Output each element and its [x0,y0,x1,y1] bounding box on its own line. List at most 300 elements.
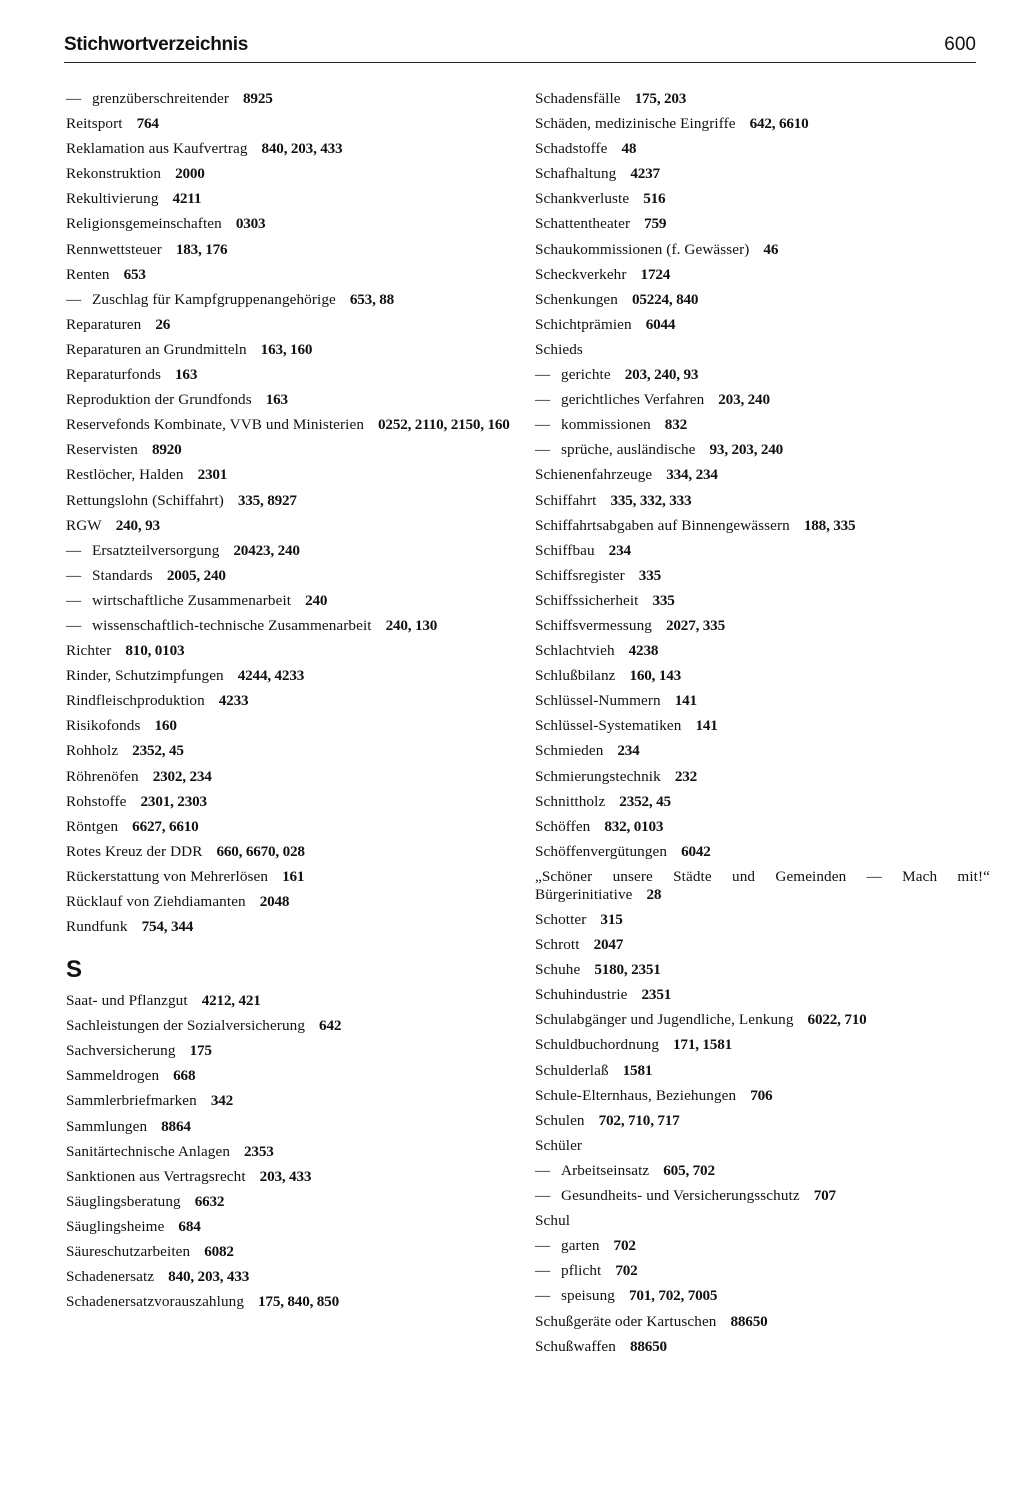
index-entry [535,1036,990,1054]
index-references: 4244, 4233 [237,667,305,685]
index-entries-s [66,992,521,1311]
index-term: Schiffahrt [535,491,597,509]
index-term: Schnittholz [535,792,606,810]
index-references: 0303 [235,215,266,233]
index-references: 642 [319,1017,342,1035]
index-term: Sachleistungen der Sozialversicherung [66,1017,306,1035]
index-entry [66,667,521,685]
index-references: 20423, 240 [233,541,300,559]
index-term: Reklamation aus Kaufvertrag [66,140,248,158]
index-references: 702, 710, 717 [598,1111,680,1129]
index-entry [66,1092,521,1110]
index-entry [535,316,990,334]
header-rule [64,62,976,63]
index-entry [66,793,521,811]
index-term: Schadenersatzvorauszahlung [66,1293,245,1311]
index-references: 335 [638,566,661,584]
index-references: 642, 6610 [749,115,809,133]
index-entry [535,140,990,158]
subentry-dash: — [535,1187,551,1205]
index-entry [66,366,521,384]
index-references: 832 [664,416,687,434]
index-subentry [66,90,521,108]
index-subentry [535,1162,990,1180]
index-references: 8925 [243,90,273,107]
index-term: Schienenfahrzeuge [535,466,653,484]
index-entry [66,818,521,836]
index-entry [66,492,521,510]
index-term: Säureschutzarbeiten [66,1243,191,1261]
index-references: 6627, 6610 [132,817,199,835]
index-term: grenzüberschreitender [92,90,230,107]
index-subentry [535,1237,990,1255]
index-references: 232 [674,767,697,785]
index-entry [66,1168,521,1186]
index-entry [535,818,990,836]
index-term: Schlüssel-Nummern [535,692,661,710]
index-term: Sammeldrogen [66,1067,160,1085]
index-references: 764 [136,115,159,133]
index-references: 234 [617,742,640,760]
index-references: 240, 93 [115,516,160,534]
index-references: 2048 [259,893,290,910]
index-references: 183, 176 [175,240,228,258]
index-term: Religionsgemeinschaften [66,215,222,233]
index-term: speisung [561,1287,615,1305]
subentry-dash: — [66,616,82,634]
index-references: 48 [621,140,637,158]
index-term: Schöffenvergütungen [535,842,668,860]
index-entry [535,868,990,904]
index-references: 702 [613,1237,636,1255]
page-title: Stichwortverzeichnis [64,34,249,55]
index-entry [535,1087,990,1105]
index-entry [535,291,990,309]
index-entry [535,1338,990,1356]
subentry-dash: — [535,441,551,459]
index-term: Rohholz [66,742,119,760]
index-entry [535,567,990,585]
index-entry [66,165,521,183]
index-term: Säuglingsheime [66,1217,165,1235]
subentry-dash: — [66,591,82,609]
index-references: 240, 130 [385,616,438,634]
index-term: Schotter [535,911,587,928]
index-references: 175 [189,1042,212,1060]
index-entry [66,768,521,786]
subentry-dash: — [66,290,82,308]
index-references: 754, 344 [141,918,194,936]
index-references: 653, 88 [349,290,395,308]
index-references: 653 [123,265,146,283]
index-references: 6042 [681,842,711,860]
index-term: Schaukommissionen (f. Gewässer) [535,240,750,258]
index-term: Rennwettsteuer [66,240,162,258]
index-term: Rekultivierung [66,190,159,208]
index-references: 6082 [204,1243,234,1261]
index-references: 4211 [172,190,202,208]
index-term: Schlüssel-Systematiken [535,717,682,735]
index-term: Sammlerbriefmarken [66,1092,197,1110]
index-references: 2353 [244,1142,274,1160]
index-term: Schlußbilanz [535,667,616,685]
index-term: Rettungslohn (Schiffahrt) [66,491,224,509]
index-term: Sanktionen aus Vertragsrecht [66,1167,246,1185]
index-references: 234 [608,541,631,559]
subentry-dash: — [66,566,82,584]
index-references: 2027, 335 [666,616,725,634]
index-entry [535,592,990,610]
index-term: Reitsport [66,115,123,133]
index-term: Schattentheater [535,215,631,233]
index-entry [535,843,990,861]
index-entry [66,517,521,535]
index-references: 203, 433 [259,1167,312,1185]
index-references: 46 [763,240,779,258]
subentry-dash: — [535,391,551,409]
index-term: gerichte [561,366,611,384]
subentry-dash: — [535,1161,551,1179]
index-term: Reparaturen an Grundmitteln [66,340,247,358]
index-entry [535,115,990,133]
index-references: 342 [210,1092,234,1110]
index-term: Schiffssicherheit [535,591,639,609]
index-references: 93, 203, 240 [709,441,784,459]
index-entry [535,266,990,284]
index-term: Rotes Kreuz der DDR [66,842,203,860]
index-entry [535,1062,990,1080]
index-references: 4237 [630,165,660,183]
index-references: 2302, 234 [152,767,212,785]
index-entry [66,893,521,911]
index-term: Säuglingsberatung [66,1192,181,1210]
index-references: 759 [644,215,667,233]
index-subentry [535,441,990,459]
index-entry [535,617,990,635]
index-entry [535,241,990,259]
index-entry [66,692,521,710]
index-entry [66,190,521,208]
index-references: 2352, 45 [619,792,671,810]
index-references: 161 [282,867,305,885]
index-term: Schäden, medizinische Eingriffe [535,115,736,133]
index-references: 334, 234 [666,466,718,484]
index-term: Schüler [535,1136,583,1154]
index-term: Sanitärtechnische Anlagen [66,1142,231,1160]
subentry-dash: — [535,1262,551,1280]
index-column-left [66,90,521,1318]
index-entry [66,1218,521,1236]
index-term: Schulen [535,1111,585,1129]
index-references: 660, 6670, 028 [216,842,305,860]
index-references: 175, 840, 850 [258,1293,339,1311]
index-references: 6044 [645,315,676,333]
index-term: Restlöcher, Halden [66,466,184,484]
index-entry [66,1293,521,1311]
index-subentry [66,291,521,309]
index-references: 840, 203, 433 [261,140,343,158]
index-subentry [535,366,990,384]
index-entry [66,266,521,284]
index-term: Saat- und Pflanzgut [66,992,188,1010]
index-references: 163, 160 [260,340,313,358]
index-term: Rückerstattung von Mehrerlösen [66,867,269,885]
index-term: Reservefonds Kombinate, VVB und Ministerien [66,416,365,434]
index-references: 702 [615,1262,638,1280]
index-entry [66,1118,521,1136]
index-references: 0252, 2110, 2150, 160 [378,416,510,434]
index-term: gerichtliches Verfahren [561,391,705,409]
index-references: 6022, 710 [807,1011,867,1029]
index-references: 188, 335 [803,516,856,534]
index-entry [535,936,990,954]
index-term: Reservisten [66,441,138,459]
index-references: 6632 [194,1192,225,1210]
index-entry [66,1042,521,1060]
index-entry [66,1143,521,1161]
index-subentry [535,1287,990,1305]
index-entry [66,215,521,233]
index-references: 05224, 840 [631,290,699,308]
index-entry [535,90,990,108]
index-references: 141 [695,717,718,735]
index-term: Röhrenöfen [66,767,139,785]
index-term: Schadenersatz [66,1268,155,1286]
index-entry [535,667,990,685]
index-references: 810, 0103 [125,642,185,660]
index-references: 315 [600,911,623,928]
index-references: 2005, 240 [166,566,226,584]
index-entries-r [66,90,521,936]
index-entry [66,642,521,660]
index-entry [66,316,521,334]
index-term: Schule-Elternhaus, Beziehungen [535,1086,737,1104]
index-term: Schadstoffe [535,140,608,158]
index-term: Standards [92,566,153,584]
subentry-dash: — [535,416,551,434]
index-entry [535,768,990,786]
index-references: 175, 203 [634,90,687,107]
index-term: Arbeitseinsatz [561,1161,650,1179]
index-entry [535,642,990,660]
index-term: Schlachtvieh [535,642,615,660]
index-entry [66,1067,521,1085]
index-entry [535,165,990,183]
index-references: 88650 [629,1337,667,1355]
index-term: Schieds [535,340,583,358]
index-entry [66,341,521,359]
subentry-dash: — [535,366,551,384]
index-column-right [535,90,990,1363]
index-term: Schuhe [535,961,581,979]
index-references: 163 [175,366,198,384]
index-entries-s-continued [535,90,990,1356]
index-entry [66,241,521,259]
index-term: Schuhindustrie [535,986,628,1004]
index-references: 8920 [151,441,182,459]
index-references: 160 [154,717,177,735]
index-term: Schiffbau [535,541,595,559]
index-entry [535,692,990,710]
index-entry [535,717,990,735]
index-term: Scheckverkehr [535,265,627,283]
subentry-dash: — [66,541,82,559]
index-entry [535,190,990,208]
index-references: 2000 [175,165,205,183]
index-entry [535,986,990,1004]
index-references: 1581 [622,1061,653,1079]
index-references: 160, 143 [629,667,682,685]
index-entry [66,868,521,886]
index-references: 684 [178,1217,201,1235]
index-references: 668 [173,1067,196,1085]
index-references: 335, 332, 333 [610,491,692,509]
index-references: 4238 [628,642,659,660]
index-term: Schußgeräte oder Kartuschen [535,1312,717,1330]
index-term: wirtschaftliche Zusammenarbeit [92,591,292,609]
index-term: Reparaturen [66,315,142,333]
index-term: Zuschlag für Kampfgruppenangehörige [92,290,336,308]
index-term: Schuldbuchordnung [535,1036,660,1054]
index-entry [535,1313,990,1331]
index-entry [66,1268,521,1286]
index-entry [535,517,990,535]
subentry-dash: — [66,90,82,107]
index-subentry [66,542,521,560]
index-entry [535,1011,990,1029]
index-term: Reparaturfonds [66,366,162,384]
index-term: RGW [66,516,102,534]
index-subentry [535,1262,990,1280]
index-references: 2352, 45 [132,742,184,760]
index-references: 26 [155,315,171,333]
index-subentry [66,567,521,585]
index-term: Schul [535,1212,571,1230]
index-term: kommissionen [561,416,651,434]
index-term: Risikofonds [66,717,141,735]
index-entry [66,843,521,861]
index-entry [535,793,990,811]
index-references: 141 [674,692,697,710]
index-term: Schulabgänger und Jugendliche, Lenkung [535,1011,794,1029]
index-term: Schadensfälle [535,90,621,107]
index-term: Sachversicherung [66,1042,176,1060]
index-references: 2351 [641,986,672,1004]
section-letter: S [66,956,83,984]
page-header [64,34,976,62]
index-entry [66,466,521,484]
index-term: Schiffsvermessung [535,616,653,634]
index-references: 5180, 2351 [594,961,661,979]
index-term: Richter [66,642,112,660]
index-term: Schiffsregister [535,566,625,584]
index-term: Schmierungstechnik [535,767,661,785]
index-entry [66,1243,521,1261]
index-references: 203, 240 [718,391,770,409]
index-term: Rundfunk [66,918,128,936]
index-term: Schiffahrtsabgaben auf Binnengewässern [535,516,790,534]
index-references: 516 [643,190,666,208]
index-references: 203, 240, 93 [624,366,699,384]
index-references: 832, 0103 [604,817,664,835]
index-subentry [535,1187,990,1205]
index-references: 706 [750,1086,773,1104]
index-term: Schulderlaß [535,1061,609,1079]
index-references: 4233 [218,692,249,710]
index-references: 335 [652,591,675,609]
index-term: Rücklauf von Ziehdiamanten [66,893,246,910]
index-entry [66,992,521,1010]
index-term: Schrott [535,936,580,954]
index-references: 8864 [161,1117,191,1135]
index-term: Gesundheits- und Versicherungsschutz [561,1187,800,1205]
index-entry [535,466,990,484]
index-references: 4212, 421 [201,992,261,1010]
index-term: sprüche, ausländische [561,441,696,459]
index-references: 335, 8927 [237,491,297,509]
index-subentry [535,391,990,409]
index-term: wissenschaftlich-technische Zusammenarbeit [92,616,372,634]
index-subentry [66,592,521,610]
index-subentry [535,416,990,434]
index-entry [535,1112,990,1130]
index-entry [535,542,990,560]
index-references: 701, 702, 7005 [628,1287,718,1305]
index-references: 2301, 2303 [140,792,207,810]
index-references: 2301 [197,466,228,484]
index-term: Rinder, Schutzimpfungen [66,667,224,685]
index-term: Rindfleischproduktion [66,692,205,710]
index-term: Röntgen [66,817,119,835]
index-term: Schafhaltung [535,165,617,183]
index-entry [535,1137,990,1155]
index-term: Renten [66,265,110,283]
index-term: Schöffen [535,817,591,835]
index-entry [535,742,990,760]
index-entry [66,391,521,409]
index-term: „Schöner unsere Städte und Gemeinden — Mach mit!“ Bürgerinitiative [535,867,990,903]
page-number: 600 [944,34,976,55]
index-references: 2047 [593,936,624,954]
index-references: 1724 [640,265,671,283]
index-references: 240 [305,591,328,609]
index-term: Rekonstruktion [66,165,162,183]
subentry-dash: — [535,1287,551,1305]
index-entry [535,215,990,233]
index-entry [66,416,521,434]
index-entry [66,1017,521,1035]
index-term: Rohstoffe [66,792,127,810]
index-references: 88650 [730,1312,768,1330]
index-entry [66,742,521,760]
index-term: Schankverluste [535,190,630,208]
index-entry [535,341,990,359]
index-term: Sammlungen [66,1117,148,1135]
index-references: 707 [813,1187,836,1205]
index-term: pflicht [561,1262,602,1280]
index-references: 605, 702 [663,1161,715,1179]
index-entry [66,918,521,936]
index-references: 163 [265,391,288,409]
index-entry [66,115,521,133]
index-entry [66,1193,521,1211]
index-entry [66,140,521,158]
index-term: garten [561,1237,600,1255]
index-term: Schichtprämien [535,315,632,333]
index-subentry [66,617,521,635]
index-entry [535,1212,990,1230]
index-entry [535,911,990,929]
